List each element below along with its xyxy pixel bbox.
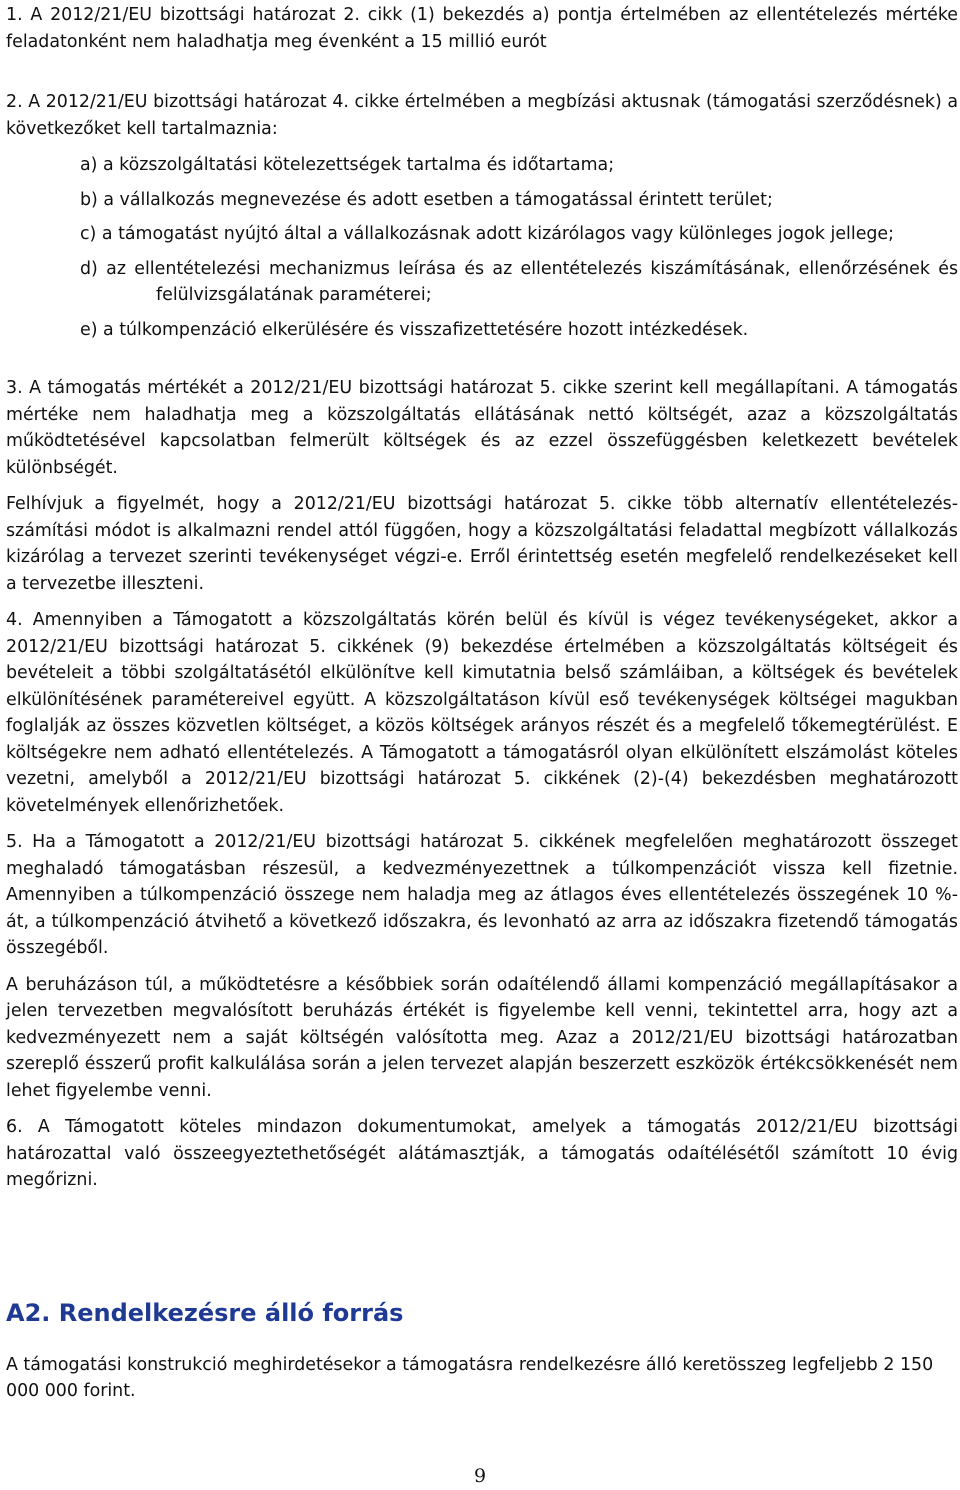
- page-number: 9: [473, 1465, 487, 1487]
- list-item: [6, 317, 958, 344]
- paragraph-3: 3. A támogatás mértékét a 2012/21/EU bizottsági határozat 5. cikke szerint kell megállapítani. A támogatás mértéke nem haladhatja meg a közszolgáltatás ellátásának nettó költségét, azaz a közszolgáltatás működtetésével kapcsolatban felmerült költségek és az ezzel összefüggésben keletkezett bevételek különbségét.: [6, 378, 958, 478]
- paragraph-4: Felhívjuk a figyelmét, hogy a 2012/21/EU bizottsági határozat 5. cikke több alternatív ellentételezés-számítási módot is alkalmazni rendel attól függően, hogy a közszolgáltatási feladattal megbízott vállalkozás kizárólag a tervezet szerinti tevékenységet végzi-e. Erről érintettség esetén megfelelő rendelkezéseket kell a tervezetbe illeszteni.: [6, 494, 958, 594]
- list-item-text: a vállalkozás megnevezése és adott esetben a támogatással érintett terület;: [103, 189, 773, 210]
- document-page: [6, 0, 958, 1405]
- paragraph-1: 1. A 2012/21/EU bizottsági határozat 2. cikk (1) bekezdés a) pontja értelmében az ellentételezés mértéke feladatonként nem haladhatja meg évenként a 15 millió eurót: [6, 5, 958, 52]
- list-item: [6, 152, 958, 179]
- paragraph-2: 2. A 2012/21/EU bizottsági határozat 4. cikke értelmében a megbízási aktusnak (támogatási szerződésnek) a következőket kell tartalmaznia:: [6, 92, 958, 139]
- list-item: [6, 256, 958, 309]
- paragraph-5: 4. Amennyiben a Támogatott a közszolgáltatás körén belül és kívül is végez tevékenységeket, akkor a 2012/21/EU bizottsági határozat 5. cikkének (9) bekezdése értelmében a közszolgáltatás költségeit és bevételeit a többi szolgáltatásétól elkülönítve kell kimutatnia belső számláiban, a költségek és bevételek elkülönítésének paramétereivel együtt. A közszolgáltatáson kívül eső tevékenységek költségei magukban foglalják az összes közvetlen költséget, a közös költségek arányos részét és a megfelelő tőkemegtérülést. E költségekre nem adható ellentételezés. A Támogatott a támogatásról olyan elkülönített elszámolást köteles vezetni, amelyből a 2012/21/EU bizottsági határozat 5. cikkének (2)-(4) bekezdésben meghatározott követelmények ellenőrizhetőek.: [6, 610, 958, 816]
- paragraph-8: 6. A Támogatott köteles mindazon dokumentumokat, amelyek a támogatás 2012/21/EU bizottsági határozattal való összeegyeztethetőségét alátámasztják, a támogatás odaítélésétől számított 10 évig megőrizni.: [6, 1117, 958, 1190]
- paragraph-6: 5. Ha a Támogatott a 2012/21/EU bizottsági határozat 5. cikkének megfelelően meghatározott összeget meghaladó támogatásban részesül, a kedvezményezettnek a túlkompenzációt vissza kell fizetnie. Amennyiben a túlkompenzáció összege nem haladja meg az átlagos éves ellentételezés összegének 10 %-át, a túlkompenzáció átvihető a következő időszakra, és levonható az arra az időszakra fizetendő támogatás összegéből.: [6, 832, 958, 958]
- requirements-list: [6, 152, 958, 343]
- section-text: A támogatási konstrukció meghirdetésekor a támogatásra rendelkezésre álló keretösszeg legfeljebb 2 150 000 000 forint.: [6, 1354, 934, 1401]
- list-item: [6, 187, 958, 214]
- list-item-label: c): [80, 224, 97, 244]
- list-item-label: d): [80, 258, 98, 279]
- section-heading: A2. Rendelkezésre álló forrás: [6, 1298, 404, 1327]
- list-item-text: a támogatást nyújtó által a vállalkozásnak adott kizárólagos vagy különleges jogok jellege;: [101, 224, 894, 244]
- list-item-text: a túlkompenzáció elkerülésére és visszafizettetésére hozott intézkedések.: [103, 319, 749, 340]
- list-item-text: a közszolgáltatási kötelezettségek tartalma és időtartama;: [102, 155, 615, 175]
- list-item-label: a): [80, 155, 98, 175]
- list-item-label: b): [80, 189, 98, 210]
- list-item: [6, 221, 958, 248]
- list-item-text: az ellentételezési mechanizmus leírása és az ellentételezés kiszámításának, ellenőrzésének és felülvizsgálatának paraméterei;: [106, 258, 958, 305]
- paragraph-7: A beruházáson túl, a működtetésre a későbbiek során odaítélendő állami kompenzáció megállapításakor a jelen tervezetben megvalósított beruházás értékét is figyelembe kell venni, tekintettel arra, hogy azt a kedvezményezett nem a saját költségén valósította meg. Azaz a 2012/21/EU bizottsági határozatban szereplő ésszerű profit kalkulálása során a jelen tervezet alapján beszerzett eszközök értékcsökkenését nem lehet figyelembe venni.: [6, 974, 958, 1101]
- list-item-label: e): [80, 319, 98, 340]
